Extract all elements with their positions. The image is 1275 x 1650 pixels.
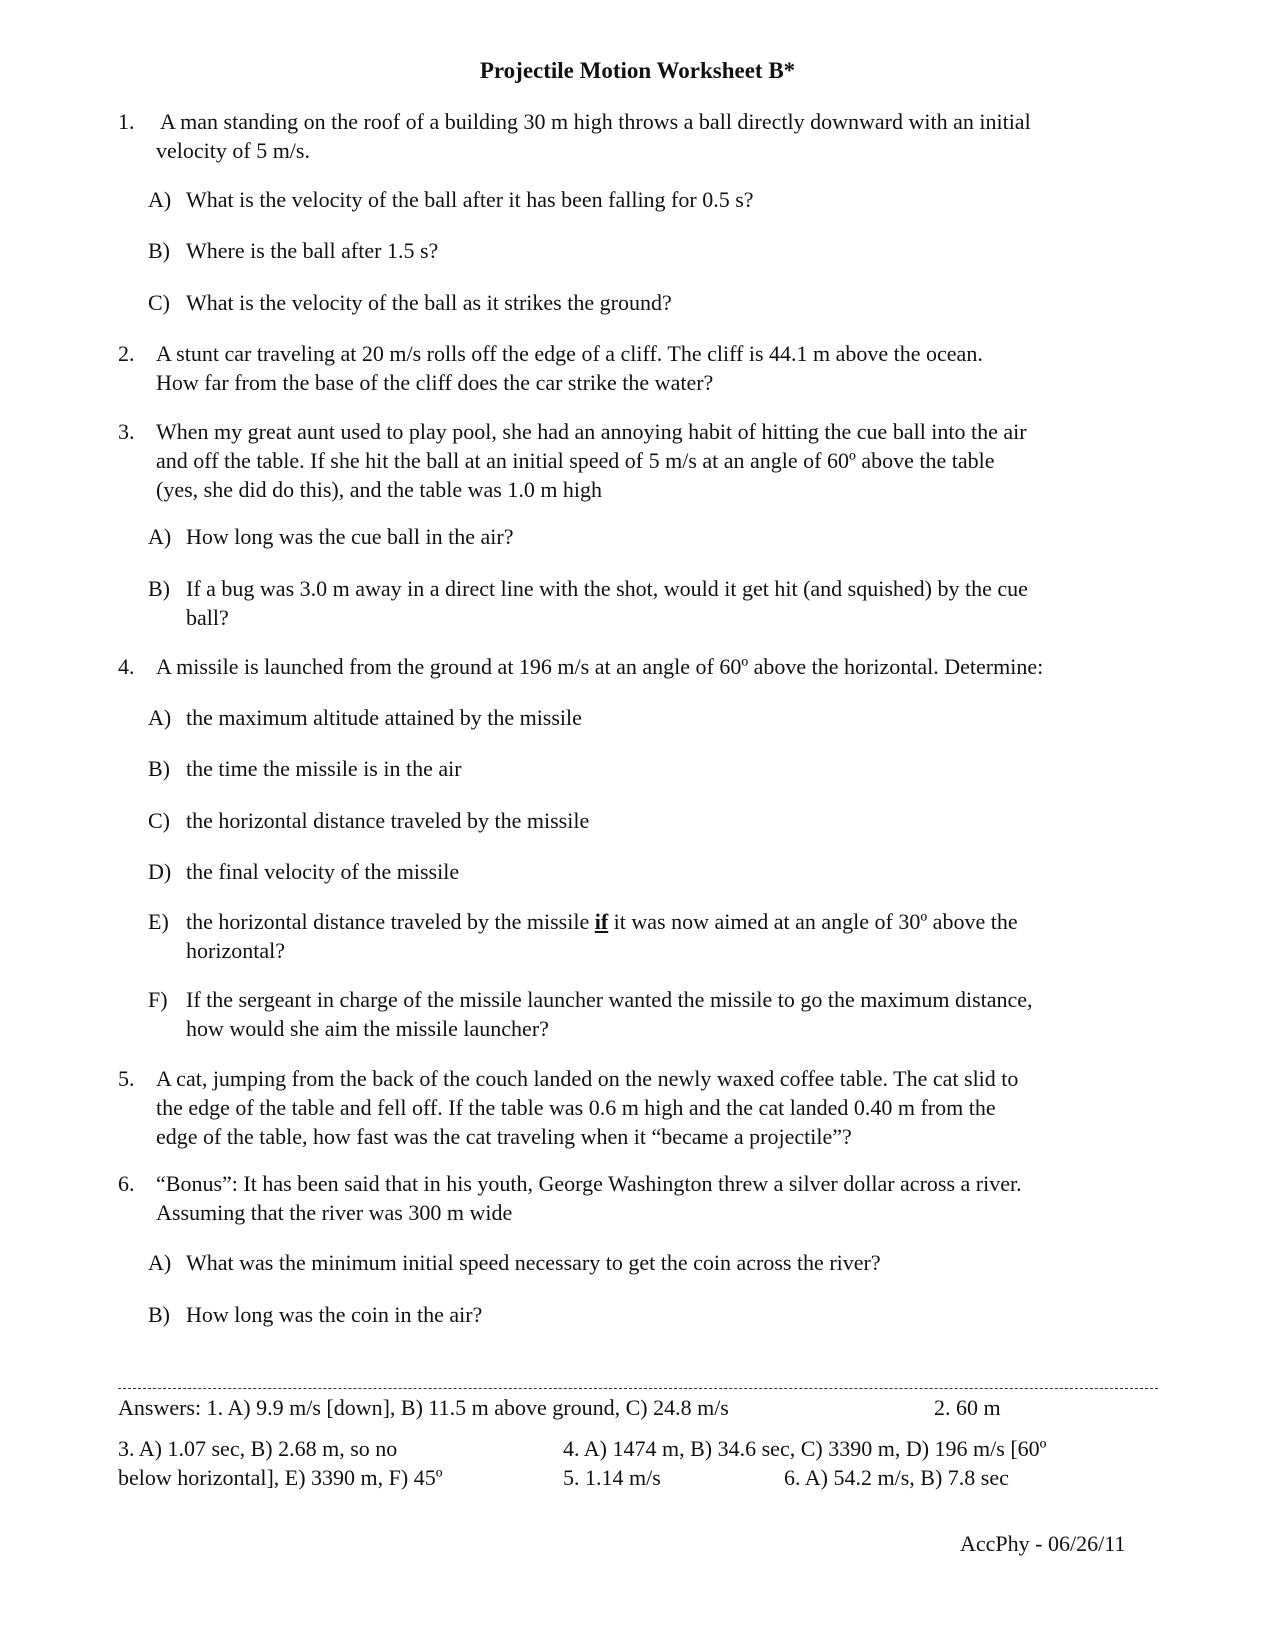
- question-text: [156, 1064, 1156, 1151]
- text-line: How long was the cue ball in the air?: [186, 524, 514, 549]
- part-letter: A): [148, 705, 172, 730]
- question-text: [156, 652, 1156, 681]
- text-line: and off the table. If she hit the ball at an initial speed of 5 m/s at an angle of 60º above the table: [156, 448, 995, 473]
- footer-course-date: AccPhy - 06/26/11: [960, 1531, 1126, 1556]
- question-text: [156, 107, 1160, 165]
- answer-5: 5. 1.14 m/s: [563, 1465, 661, 1490]
- text-line: If a bug was 3.0 m away in a direct line with the shot, would it get hit (and squished) by the cue: [186, 576, 1028, 601]
- answers-divider: [118, 1388, 1158, 1389]
- question-number: 6.: [118, 1171, 135, 1196]
- text-line: Assuming that the river was 300 m wide: [156, 1200, 513, 1225]
- part-letter: A): [148, 524, 172, 549]
- answer-4-continued: below horizontal], E) 3390 m, F) 45º: [118, 1465, 443, 1490]
- text-line: What is the velocity of the ball after it has been falling for 0.5 s?: [186, 187, 754, 212]
- text-line: What was the minimum initial speed necessary to get the coin across the river?: [186, 1250, 881, 1275]
- answer-1: Answers: 1. A) 9.9 m/s [down], B) 11.5 m above ground, C) 24.8 m/s: [118, 1395, 729, 1420]
- question-text: [156, 417, 1156, 504]
- text-line: A stunt car traveling at 20 m/s rolls off the edge of a cliff. The cliff is 44.1 m above the ocean.: [156, 341, 983, 366]
- answer-2: 2. 60 m: [934, 1395, 1001, 1420]
- text-line: (yes, she did do this), and the table was 1.0 m high: [156, 477, 603, 502]
- question-text: [156, 339, 1156, 397]
- text-line: Where is the ball after 1.5 s?: [186, 238, 439, 263]
- text-line: “Bonus”: It has been said that in his youth, George Washington threw a silver dollar across a river.: [156, 1171, 1022, 1196]
- text-segment: it was now aimed at an angle of 30º above the: [608, 909, 1018, 934]
- text-segment: the horizontal distance traveled by the missile: [186, 909, 595, 934]
- text-line: the edge of the table and fell off. If the table was 0.6 m high and the cat landed 0.40 m from the: [156, 1095, 996, 1120]
- part-letter: B): [148, 576, 170, 601]
- text-line: horizontal?: [186, 938, 285, 963]
- text-line: the horizontal distance traveled by the missile: [186, 808, 590, 833]
- text-line: How far from the base of the cliff does the car strike the water?: [156, 370, 714, 395]
- text-line: A missile is launched from the ground at 196 m/s at an angle of 60º above the horizontal. Determine:: [156, 654, 1044, 679]
- part-letter: A): [148, 1250, 172, 1275]
- text-line: how would she aim the missile launcher?: [186, 1016, 549, 1041]
- part-letter: D): [148, 859, 172, 884]
- part-letter: E): [148, 909, 169, 934]
- question-number: 1.: [118, 109, 135, 134]
- text-line: [186, 907, 1146, 936]
- answer-4: 4. A) 1474 m, B) 34.6 sec, C) 3390 m, D) 196 m/s [60º: [563, 1436, 1047, 1461]
- part-letter: B): [148, 238, 170, 263]
- page-title: Projectile Motion Worksheet B*: [479, 58, 796, 83]
- text-line: velocity of 5 m/s.: [156, 138, 310, 163]
- text-line: When my great aunt used to play pool, she had an annoying habit of hitting the cue ball into the air: [156, 419, 1027, 444]
- text-line: A man standing on the roof of a building 30 m high throws a ball directly downward with an initial: [160, 109, 1031, 134]
- part-letter: C): [148, 808, 170, 833]
- part-letter: F): [148, 987, 168, 1012]
- answer-6: 6. A) 54.2 m/s, B) 7.8 sec: [784, 1465, 1009, 1490]
- part-letter: B): [148, 756, 170, 781]
- text-line: the maximum altitude attained by the missile: [186, 705, 582, 730]
- text-line: What is the velocity of the ball as it strikes the ground?: [186, 290, 672, 315]
- part-letter: C): [148, 290, 170, 315]
- question-text: [156, 1169, 1156, 1227]
- text-line: the final velocity of the missile: [186, 859, 460, 884]
- text-line: How long was the coin in the air?: [186, 1302, 483, 1327]
- part-letter: B): [148, 1302, 170, 1327]
- part-letter: A): [148, 187, 172, 212]
- text-line: A cat, jumping from the back of the couch landed on the newly waxed coffee table. The cat slid to: [156, 1066, 1019, 1091]
- text-line: If the sergeant in charge of the missile launcher wanted the missile to go the maximum distance,: [186, 987, 1033, 1012]
- question-number: 5.: [118, 1066, 135, 1091]
- question-number: 4.: [118, 654, 135, 679]
- text-line: edge of the table, how fast was the cat traveling when it “became a projectile”?: [156, 1124, 852, 1149]
- emphasis-if: if: [594, 909, 609, 934]
- text-line: the time the missile is in the air: [186, 756, 462, 781]
- question-number: 2.: [118, 341, 135, 366]
- answer-3: 3. A) 1.07 sec, B) 2.68 m, so no: [118, 1436, 398, 1461]
- text-line: ball?: [186, 605, 229, 630]
- question-number: 3.: [118, 419, 135, 444]
